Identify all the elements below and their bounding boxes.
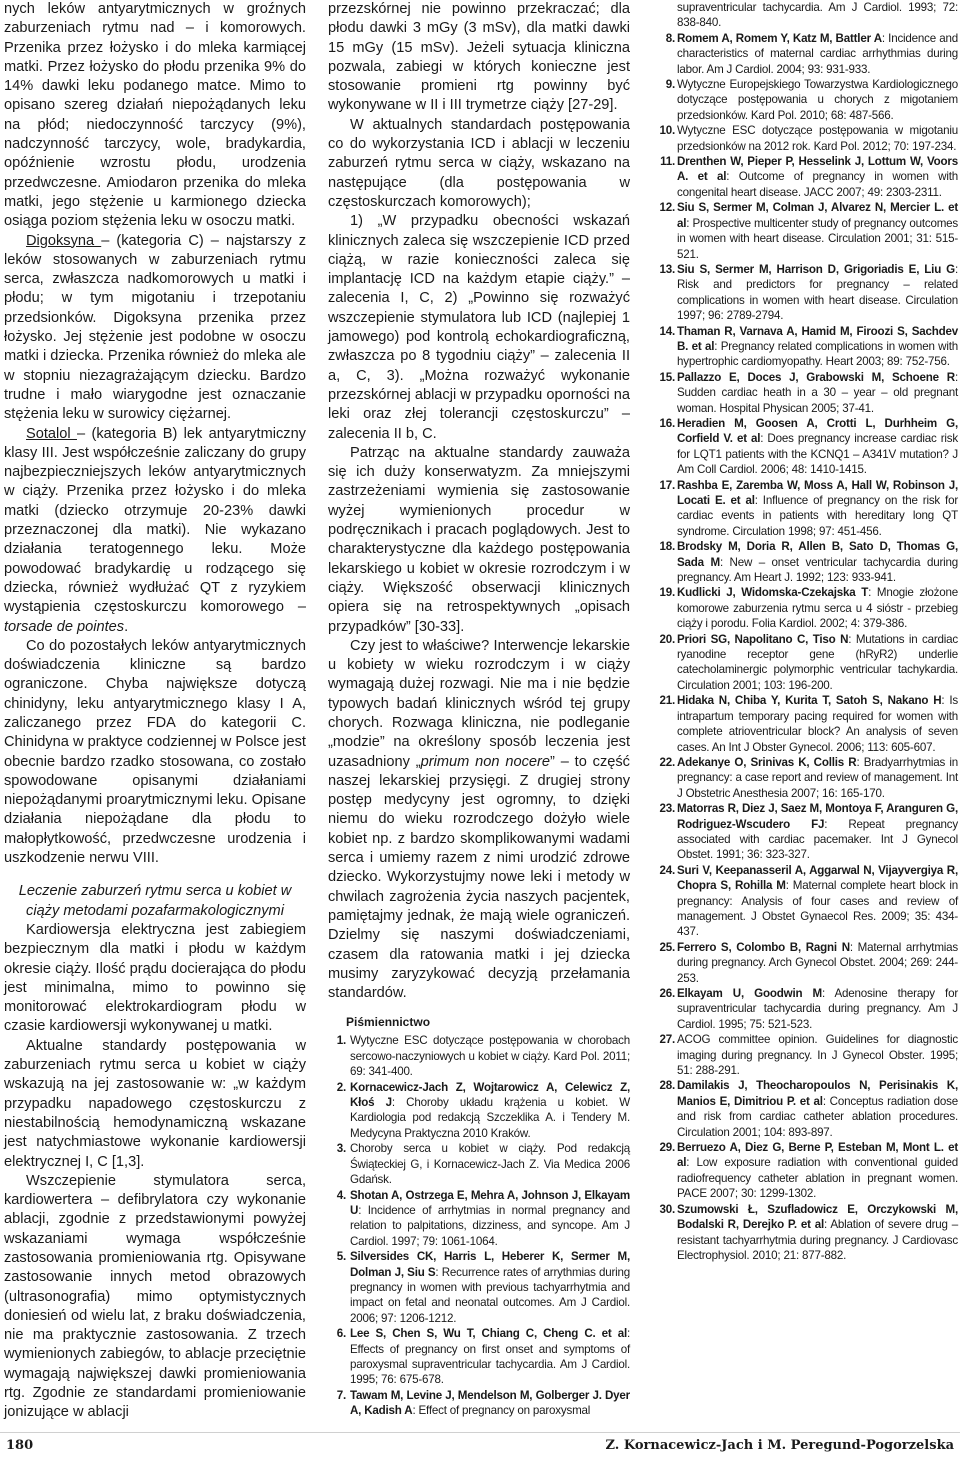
paragraph-digoxin-text: – (kategoria C) – najstarszy z leków stosowanych w zaburzeniach rytmu serca, zwłaszcza nadkomorowych u matki i płodu; w tym migotaniu i trzepotaniu przedsionków. Digoksyna przenika przez łożysko. Jej stężenie jest podobne w osoczu matki i dziecka. Przenika również do mleka ale w stopniu niezagrażającym dziecku. Bardzo trudne i mało wiarygodne jest oznaczanie stężenia leku w surowicy ciężarnej. xyxy=(4,232,306,423)
reference-text: : Sudden cardiac heath in a 30 – year – old pregnant woman. Hospital Physican 2005; 37-41. xyxy=(677,370,958,415)
reference-number: 28. xyxy=(659,1079,675,1093)
reference-item xyxy=(651,1202,958,1264)
reference-item xyxy=(328,1249,630,1326)
column-right xyxy=(651,0,958,1263)
reference-authors: Szumowski Ł, Szufladowicz E, Orczykowski M, Bodalski R, Derejko P. et al xyxy=(677,1202,958,1232)
reference-text: Wytyczne ESC dotyczące postępowania w migotaniu przedsionków na 2012 rok. Kard Pol. 2012; 70: 197-234. xyxy=(677,124,958,153)
reference-number: 25. xyxy=(659,940,675,954)
reference-text: Wytyczne ESC dotyczące postępowania w chorobach sercowo-naczyniowych u kobiet w ciąży. Kard Pol. 2011; 69: 341-400. xyxy=(350,1034,630,1079)
paragraph-recommendations: 1) „W przypadku obecności wskazań klinicznych zaleca się wszczepienie ICD przed ciążą, w razie konieczności zaleca się implantację ICD na każdym etapie ciąży.” – zalecenia I, C, 2) „Powinno się rozważyć wszczepienie stymulatora lub ICD (najlepiej 1 jamowego) pod kontrolą echokardiograficzną, zwłaszcza po 8 tygodniu ciąży” – zalecenia II a, C, 3). „Można rozważyć wykonanie przezskórnej ablacji w przypadku oporności na leki oraz złej tolerancji częstoskurczu” – zalecenia II b, C. xyxy=(328,213,630,442)
reference-list xyxy=(328,1033,630,1418)
reference-authors: Brodsky M, Doria R, Allen B, Sato D, Thomas G, Sada M xyxy=(677,540,958,569)
paragraph-sotalol xyxy=(4,425,306,637)
reference-number: 26. xyxy=(659,987,675,1000)
reference-authors: Drenthen W, Pieper P, Hesselink J, Lottum W, Voors A. et al xyxy=(677,155,958,184)
reference-text: : Risk and predictors for pregnancy – related complications in women with heart disease. Circulation 1997; 96: 2789-2794. xyxy=(677,262,958,323)
column-middle xyxy=(328,0,630,1419)
reference-authors: Shotan A, Ostrzega E, Mehra A, Johnson J, Elkayam U xyxy=(350,1188,630,1217)
reference-authors: Siu S, Sermer M, Harrison D, Grigoriadis E, Liu G xyxy=(677,262,955,276)
reference-number: 12. xyxy=(659,201,675,215)
reference-item xyxy=(651,478,958,540)
reference-number: 7. xyxy=(336,1388,346,1402)
reference-number: 15. xyxy=(659,370,675,384)
reference-authors: Suri V, Keepanasseril A, Aggarwal N, Vijayvergiya R, Chopra S, Rohilla M xyxy=(677,863,958,893)
reference-item xyxy=(651,940,958,986)
reference-item xyxy=(651,1140,958,1202)
term-digoxin: Digoksyna xyxy=(26,232,102,249)
reference-text: : Repeat pregnancy associated with cardiac pacemaker. Int J Gynecol Obstet. 1991; 36: 323-327. xyxy=(677,817,959,862)
reference-authors: Hidaka N, Chiba Y, Kurita T, Satoh S, Nakano H xyxy=(677,694,942,708)
paragraph-standards: Aktualne standardy postępowania w zaburzeniach rytmu serca u kobiet w ciąży wskazują na jej zastosowanie w: „w każdym przypadku napadowego częstoskurczu z niestabilnością hemodynamiczną wskazane jest natychmiastowe wykonanie kardiowersji elektrycznej I, C [1,3]. xyxy=(4,1037,306,1170)
reference-authors: Thaman R, Varnava A, Hamid M, Firoozi S, Sachdev B. et al xyxy=(677,324,958,353)
reference-text: : Effect of pregnancy on paroxysmal xyxy=(412,1404,591,1418)
reference-item xyxy=(651,801,958,863)
reference-item xyxy=(651,863,958,940)
reference-authors: Ferrero S, Colombo B, Ragni N xyxy=(677,940,850,954)
reference-text: : Ablation of severe drug – resistant tachyarrhytmia during pregnancy. J Cardiovasc Electrophysiol. 2010; 21: 877-882. xyxy=(677,1218,958,1262)
reference-number: 14. xyxy=(659,324,675,338)
reference-number: 9. xyxy=(665,78,675,92)
reference-item xyxy=(651,123,958,154)
reference-number: 30. xyxy=(659,1202,675,1216)
reference-text: : Pregnancy related complications in women with hypertrophic cardiomyopathy. Heart 2003; 89: 752-756. xyxy=(677,339,958,369)
reference-text: : Maternal arrhytmias during pregnancy. Arch Gynecol Obstet. 2004; 269: 244-253. xyxy=(677,940,959,985)
reference-number: 27. xyxy=(659,1033,675,1047)
paragraph-icd: W aktualnych standardach postępowania co do wykorzystania ICD i ablacji w leczeniu zaburzeń rytmu serca w ciąży, wskazano na następujące (dla postępowania w częstoskurczach komorowych); xyxy=(328,116,630,210)
reference-item xyxy=(651,324,958,370)
reference-text: : Conceptus radiation dose and risk from cardiac catheter ablation procedures. Circulation 2001; 104: 893-897. xyxy=(677,1094,958,1139)
reference-text: Choroby serca u kobiet w ciąży. Pod redakcją Świąteckiej G, i Kornacewicz-Jach Z. Via Medica 2006 Gdańsk. xyxy=(350,1142,630,1187)
reference-authors: Kornacewicz-Jach Z, Wojtarowicz A, Celewicz Z, Kłoś J xyxy=(350,1080,630,1110)
reference-number: 1. xyxy=(336,1034,346,1048)
reference-item xyxy=(328,1141,630,1187)
reference-number: 16. xyxy=(659,416,675,430)
reference-number: 2. xyxy=(336,1080,346,1094)
reference-authors: Adekanye O, Srinivas K, Collis R xyxy=(677,755,857,769)
reference-text: Wytyczne Europejskiego Towarzystwa Kardiologicznego dotyczące postępowania u chorych z migotaniem przedsionków. Kard Pol. 2010; 68: 487-566. xyxy=(677,78,958,122)
reference-text: : Does pregnancy increase cardiac risk for LQT1 patients with the KCNQ1 – A341V mutation? J Am Coll Cardiol. 2006; 48: 1410-1415. xyxy=(677,432,958,477)
reference-item xyxy=(651,370,958,416)
paragraph-conservatism: Patrząc na aktualne standardy zauważa się ich duży konserwatyzm. Za mniejszymi zastrzeżeniami wymienia się zastosowanie wyżej wymienionych procedur w podręcznikach i pracach poglądowych. Jest to charakterystyczne dla każdego postępowania lekarskiego u kobiet w okresie rozrodczym i w ciąży. Większość obserwacji klinicznych opiera się na retrospektywnych „opisach przypadków” [30-33]. xyxy=(328,444,630,635)
reference-authors: Matorras R, Diez J, Saez M, Montoya F, Aranguren G, Rodriguez-Wscudero FJ xyxy=(677,802,958,831)
paragraph-sotalol-text: – (kategoria B) lek antyarytmiczny klasy III. Jest współcześnie zaliczany do grupy najbezpieczniejszych leków antyarytmicznych w ciąży. Przenika przez łożysko i do mleka matki (dziecko otrzymuje 20-23% dawki przeznaczonej dla matki). Nie wykazano działania teratogennego leku. Może powodować bradykardię u rodzącego się dziecka, również wydłużać QT z ryzykiem wystąpienia częstoskurczu komorowego – xyxy=(4,425,306,616)
page-number: 180 xyxy=(6,1438,34,1453)
paragraph-other-drugs: Co do pozostałych leków antyarytmicznych doświadczenia kliniczne są bardzo ograniczone. Chyba największe dotyczą chinidyny, leku antyarytmicznego klasy I A, zaliczanego przez FDA do kategorii C. Chinidyna w praktyce codziennej w Polsce jest obecnie bardzo rzadko stosowana, co zostało spowodowane opisanymi działaniami niepożądanymi proarytmicznymi leku. Opisane działania niepożądane dla płodu to małopłytkowość, przedwczesne urodzenia i uszkodzenie nerwu VIII. xyxy=(4,637,306,867)
reference-authors: Siu S, Sermer M, Colman J, Alvarez N, Mercier L. et al xyxy=(677,201,958,230)
reference-number: 10. xyxy=(659,124,675,138)
reference-item xyxy=(328,1388,630,1419)
reference-item xyxy=(651,262,958,324)
section-heading: Leczenie zaburzeń rytmu serca u kobiet w ciąży metodami pozafarmakologicznymi xyxy=(18,883,292,919)
reference-number: 19. xyxy=(659,586,675,600)
reference-number: 11. xyxy=(660,155,675,169)
reference-number: 4. xyxy=(336,1188,346,1202)
reference-text: : Mnogie złożone komorowe zaburzenia rytmu serca u 4 sióstr - przebieg ciąży i porodu. Folia Kardiol. 2002; 4: 379-386. xyxy=(677,586,958,631)
paragraph-sotalol-end: . xyxy=(124,618,129,635)
reference-item xyxy=(328,1033,630,1079)
reference-number: 23. xyxy=(659,802,675,816)
references-title: Piśmiennictwo xyxy=(346,1015,431,1030)
reference-text: : Choroby układu krążenia u kobiet. W Kardiologia pod redakcją Szczeklika A. i Tendery M. Medycyna Praktyczna 2010 Kraków. xyxy=(350,1096,631,1140)
reference-text: : Outcome of pregnancy in women with congenital heart disease. JACC 2007; 49: 2303-2311. xyxy=(677,170,958,199)
reference-text: : Adenosine therapy for supraventricular tachycardia during pregnancy. Am J Cardiol. 1995; 75: 521-523. xyxy=(677,987,958,1031)
reference-continuation: supraventricular tachycardia. Am J Cardiol. 1993; 72: 838-840. xyxy=(677,1,958,30)
reference-item xyxy=(328,1326,630,1388)
reference-text: : Maternal complete heart block in pregnancy: Analysis of four cases and review of management. J Obstet Gynaecol Res. 2009; 35: 434-437. xyxy=(677,879,958,939)
reference-item xyxy=(651,755,958,801)
reference-text: : New – onset ventricular tachycardia during pregnancy. Am Heart J. 1992; 123: 933-941. xyxy=(677,555,959,585)
reference-item xyxy=(651,154,958,200)
reference-authors: Romem A, Romem Y, Katz M, Battler A xyxy=(677,31,882,45)
reference-authors: Priori SG, Napolitano C, Tiso N xyxy=(677,632,849,646)
reference-list-continued xyxy=(651,31,958,1264)
paragraph-cardioversion: Kardiowersja elektryczna jest zabiegiem bezpiecznym dla matki i płodu w każdym okresie ciąży. Ilość prądu docierająca do płodu jest minimalna, mimo to powinno się monitorować elektrokardiogram płodu w czasie kardiowersji wykonywanej u matki. xyxy=(4,921,306,1035)
paragraph-conclusion xyxy=(328,637,630,1004)
paragraph-conclusion-b: ” – to część naszej lekarskiej przysięgi. Z drugiej strony postęp medycyny jest ogromny, to dzięki niemu do wieku rozrodczego dożyło wiele kobiet np. z bardzo skomplikowanymi wadami serca i umiemy razem z nimi urodzić zdrowe dziecko. Wykorzystujmy nowe leki i metody w chwilach zagrożenia życia naszych pacjentek, pamiętajmy jednak, że mają wiele ograniczeń. Dzielmy się naszymi doświadczeniami, czasem dla ratowania matki i jej dziecka musimy zaryzykować decyzją przełamania standardów. xyxy=(328,753,630,1002)
reference-number: 20. xyxy=(659,632,675,646)
reference-item xyxy=(651,1032,958,1078)
reference-item xyxy=(328,1188,630,1250)
reference-number: 3. xyxy=(336,1142,346,1156)
reference-item xyxy=(651,31,958,77)
reference-text: ACOG committee opinion. Guidelines for diagnostic imaging during pregnancy. In J Gynecol Obster. 1995; 51: 288-291. xyxy=(677,1033,958,1078)
reference-authors: Silversides CK, Harris L, Heberer K, Sermer M, Dolman J, Siu S xyxy=(350,1250,630,1279)
reference-authors: Tawam M, Levine J, Mendelson M, Golberger J. Dyer A, Kadish A xyxy=(350,1388,630,1418)
reference-authors: Kudlicki J, Widomska-Czekajska T xyxy=(677,586,869,600)
reference-authors: Damilakis J, Theocharopoulos N, Perisinakis K, Manios E, Dimitriou P. et al xyxy=(677,1079,958,1108)
paragraph-amiodarone: nych leków antyarytmicznych w groźnych zaburzeniach rytmu nad – i komorowych. Przenika przez łożysko i do mleka karmiącej matki. Przez łożysko do płodu przenika 9% do 14% dawki leku podanego matce. Mimo to opisano szereg działań niepożądanych leku na płód; niedoczynność tarczycy (9%), nadczynność tarczycy, wole, bradykardia, opóźnienie wzrostu płodu, urodzenia przedwczesne. Amiodaron przenika do mleka matki, jego stężenie u karmionego dziecka osiąga poziom stężenia leku w osoczu matki. xyxy=(4,1,306,230)
reference-number: 17. xyxy=(659,478,675,492)
reference-authors: Pallazzo E, Doces J, Grabowski M, Schoene R xyxy=(677,370,955,384)
reference-authors: Berruezo A, Diez G, Berne P, Esteban M, Mont L. et al xyxy=(677,1141,958,1170)
reference-item xyxy=(651,986,958,1032)
footer-rule xyxy=(0,1432,960,1433)
reference-item xyxy=(651,416,958,478)
reference-item xyxy=(651,200,958,262)
reference-item xyxy=(651,585,958,631)
reference-number: 18. xyxy=(659,540,675,554)
paragraph-digoxin xyxy=(4,232,306,425)
reference-item xyxy=(651,539,958,585)
reference-item xyxy=(651,632,958,694)
reference-authors: Elkayam U, Goodwin M xyxy=(677,987,822,1000)
term-sotalol: Sotalol xyxy=(26,425,77,442)
reference-text: : Mutations in cardiac ryanodine receptor gene (hRyR2) underlie catecholaminergic polymorphic ventricular tachykardia. Circulation 2001; 103: 196-200. xyxy=(677,632,958,692)
reference-text: : Incidence of arrhytmias in normal pregnancy and relation to palpitations, dizziness, and syncope. Am J Cardiol. 1997; 79: 1061-1064. xyxy=(350,1203,630,1248)
reference-item xyxy=(651,693,958,755)
paragraph-radiation: przezskórnej nie powinno przekraczać; dla płodu dawki 3 mGy (3 mSv), dla matki dawki 15 mGy (15 mSv). Jeżeli sytuacja kliniczna pozwala, zabiegi w których konieczne jest stosowanie promieni rtg powinny być wykonywane w II i III trymetrze ciąży [27-29]. xyxy=(328,1,630,114)
reference-authors: Lee S, Chen S, Wu T, Chiang C, Cheng C. et al xyxy=(350,1327,627,1341)
reference-item xyxy=(651,1078,958,1140)
paragraph-pacemaker: Wszczepienie stymulatora serca, kardiowertera – defibrylatora czy wykonanie ablacji, zgodnie z przedstawionymi powyżej wskazaniami wymaga współcześnie zastosowania promieniowania rtg. Opisywane zastosowanie innych metod obrazowych (ultrasonografia) mimo optymistycznych doniesień od wielu lat, z braku doświadczenia, nie ma praktycznie zastosowania. Z trzech wymienionych zabiegów, to ablacje przeciętnie wymagają największej dawki promieniowania rtg. Zgodnie ze standardami promieniowanie jonizujące w ablacji xyxy=(4,1172,306,1421)
reference-item xyxy=(328,1080,630,1142)
reference-number: 22. xyxy=(659,755,675,769)
paragraph-conclusion-a: Czy jest to właściwe? Interwencje lekarskie u kobiety w wieku rozrodczym i w ciąży wymagają dużej rozwagi. Nie ma i nie będzie typowych badań klinicznych wśród tej grupy chorych. Rozwaga kliniczna, nie podleganie „modzie” na określony sposób leczenia jest uzasadniony „ xyxy=(328,637,630,770)
reference-item xyxy=(651,77,958,123)
column-left xyxy=(4,0,306,1423)
term-primum-non-nocere: primum non nocere xyxy=(420,753,550,770)
reference-text: : Bradyarrhytmias in pregnancy: a case report and review of management. Int J Obstetric Anesthesia 2007; 16: 165-170. xyxy=(677,755,958,800)
reference-authors: Heradien M, Goosen A, Crotti L, Durhheim G, Corfield V. et al xyxy=(677,416,958,446)
reference-text: : Prospective multicenter study of pregnancy outcomes in women with heart disease. Circulation 2001; 31: 515-521. xyxy=(677,216,958,261)
reference-authors: Rashba E, Zaremba W, Moss A, Hall W, Robinson J, Locati E. et al xyxy=(677,478,958,507)
reference-number: 13. xyxy=(659,262,675,276)
reference-number: 6. xyxy=(336,1327,346,1341)
reference-number: 8. xyxy=(665,31,675,45)
reference-text: : Low exposure radiation with conventional guided radiofrequency catheter ablation in pregnant women. PACE 2007; 30: 1299-1302. xyxy=(677,1156,958,1201)
term-torsade: torsade de pointes xyxy=(4,618,125,635)
running-footer-authors: Z. Kornacewicz-Jach i M. Peregund-Pogorzelska xyxy=(605,1438,954,1453)
reference-text: : Influence of pregnancy on the risk for cardiac events in patients with hereditary long QT syndrome. Circulation 1998; 97: 451-456. xyxy=(677,494,958,538)
reference-text: : Recurrence rates of arrythmias during pregnancy in women with previous tachyarrhytmia and impact on fetal and neonatal outcomes. Am J Cardiol. 2006; 97: 1206-1212. xyxy=(350,1265,630,1325)
reference-text: : Is intrapartum temporary pacing required for women with complete atrioventricular block? An analysis of seven cases. An Int J Obster Gynecol. 2006; 113: 605-607. xyxy=(677,694,958,754)
reference-text: : Incidence and characteristics of maternal cardiac arrhythmias during labor. Am J Cardiol. 2004; 93: 931-933. xyxy=(677,31,959,76)
reference-number: 5. xyxy=(336,1250,346,1264)
reference-number: 21. xyxy=(659,694,675,708)
reference-text: : Effects of pregnancy on first onset and symptoms of paroxysmal supraventricular tachycardia. Am J Cardiol. 1995; 76: 675-678. xyxy=(350,1327,630,1387)
reference-number: 24. xyxy=(659,863,675,877)
reference-number: 29. xyxy=(659,1141,675,1155)
